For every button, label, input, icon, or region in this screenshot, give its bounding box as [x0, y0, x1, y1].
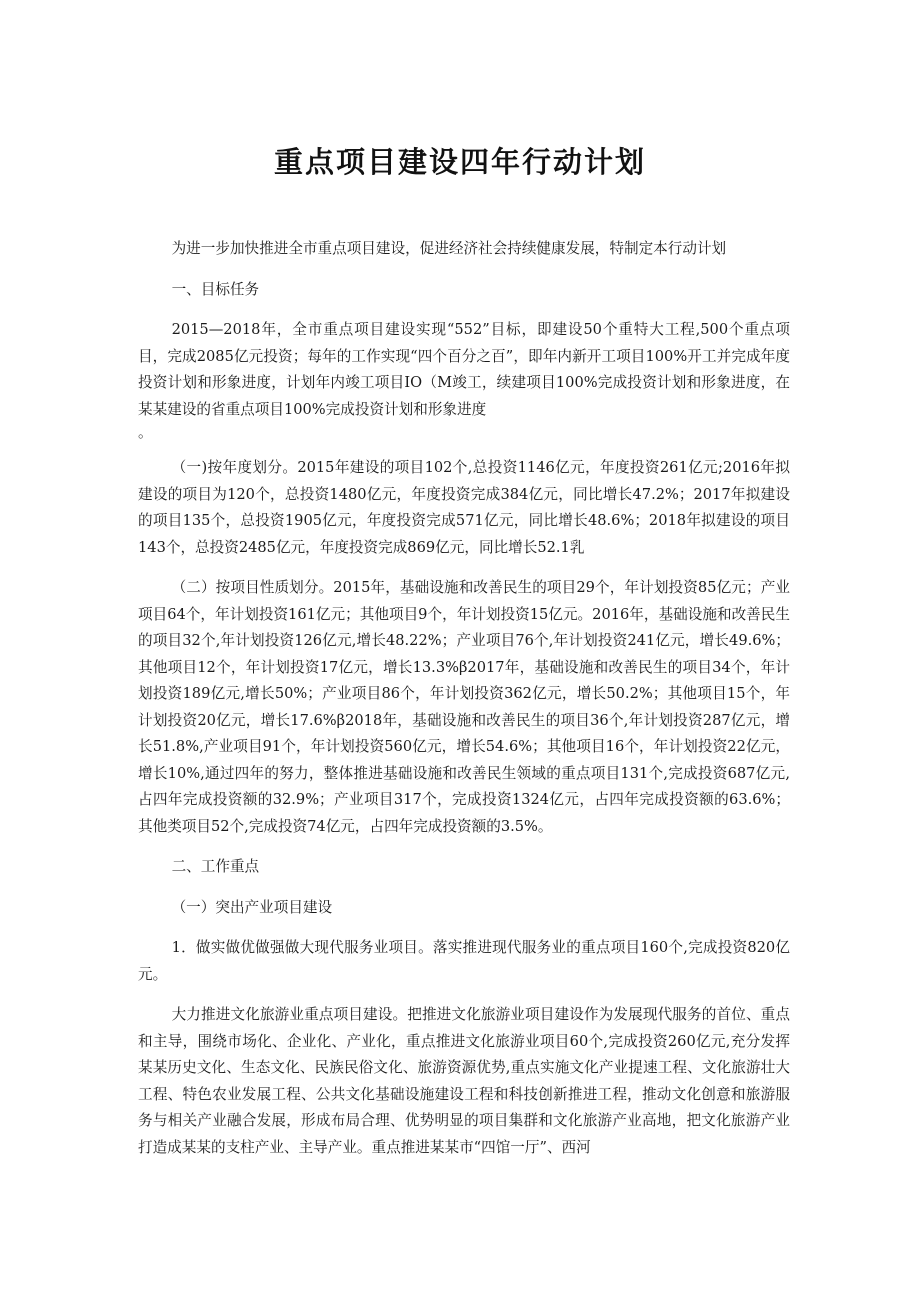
stray-punctuation: 。	[138, 424, 153, 441]
services-paragraph: 1．做实做优做强做大现代服务业项目。落实推进现代服务业的重点项目160个,完成投资820亿元。	[138, 939, 790, 983]
intro-paragraph: 为进一步加快推进全市重点项目建设，促进经济社会持续健康发展，特制定本行动计划	[171, 240, 727, 257]
document-title: 重点项目建设四年行动计划	[273, 145, 646, 179]
subsection-heading-industry: （一）突出产业项目建设	[171, 898, 333, 916]
goals-paragraph: 2015—2018年，全市重点项目建设实现“552”目标，即建设50个重特大工程,500个重点项目，完成2085亿元投资；每年的工作实现“四个百分之百”，即年内新开工项目100%开工并完成年度投资计划和形象进度，计划年内竣工项目IO（M竣工，续建项目100%完成投资计划和形象进度，在某某建设的省重点项目100%完成投资计划和形象进度	[138, 321, 790, 418]
section-heading-goals: 一、目标任务	[171, 280, 260, 298]
document-body	[138, 236, 790, 1161]
by-type-paragraph: （二）按项目性质划分。2015年，基础设施和改善民生的项目29个，年计划投资85亿元；产业项目64个，年计划投资161亿元；其他项目9个，年计划投资15亿元。2016年，基础设施和改善民生的项目32个,年计划投资126亿元,增长48.22%；产业项目76个,年计划投资241亿元，增长49.6%；其他项目12个，年计划投资17亿元，增长13.3%β2017年，基础设施和改善民生的项目34个，年计划投资189亿元,增长50%；产业项目86个，年计划投资362亿元，增长50.2%；其他项目15个，年计划投资20亿元，增长17.6%β2018年，基础设施和改善民生的项目36个,年计划投资287亿元，增长51.8%,产业项目91个，年计划投资560亿元，增长54.6%；其他项目16个，年计划投资22亿元，增长10%,通过四年的努力，整体推进基础设施和改善民生领域的重点项目131个,完成投资687亿元,占四年完成投资额的32.9%；产业项目317个，完成投资1324亿元，占四年完成投资额的63.6%；其他类项目52个,完成投资74亿元，占四年完成投资额的3.5%。	[138, 579, 790, 835]
tourism-paragraph: 大力推进文化旅游业重点项目建设。把推进文化旅游业项目建设作为发展现代服务的首位、重点和主导，围绕市场化、企业化、产业化，重点推进文化旅游业项目60个,完成投资260亿元,充分发挥某某历史文化、生态文化、民族民俗文化、旅游资源优势,重点实施文化产业提速工程、文化旅游壮大工程、特色农业发展工程、公共文化基础设施建设工程和科技创新推进工程，推动文化创意和旅游服务与相关产业融合发展，形成布局合理、优势明显的项目集群和文化旅游产业高地，把文化旅游产业打造成某某的支柱产业、主导产业。重点推进某某市“四馆一厅”、西河	[138, 1006, 790, 1156]
by-year-paragraph: （一)按年度划分。2015年建设的项目102个,总投资1146亿元，年度投资261亿元;2016年拟建设的项目为120个，总投资1480亿元，年度投资完成384亿元，同比增长47.2%；2017年拟建设的项目135个，总投资1905亿元，年度投资完成571亿元，同比增长48.6%；2018年拟建设的项目143个，总投资2485亿元，年度投资完成869亿元，同比增长52.1乳	[138, 459, 790, 556]
section-heading-priorities: 二、工作重点	[171, 858, 260, 875]
